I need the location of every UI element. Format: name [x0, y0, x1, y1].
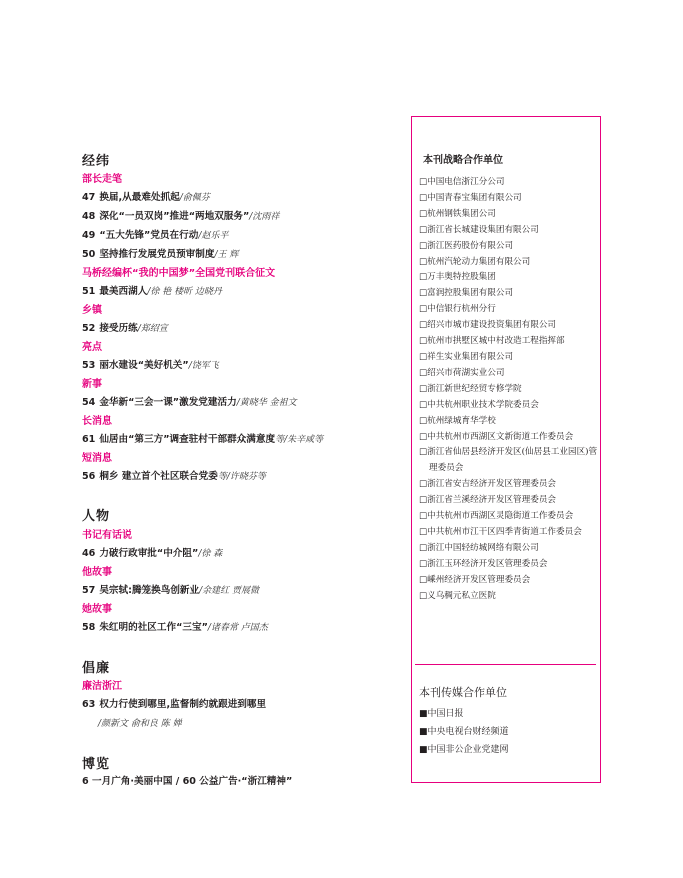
- partner-item: □浙江省长城建设集团有限公司: [419, 224, 539, 235]
- page-number: 61: [82, 434, 96, 445]
- page-number: 58: [82, 622, 96, 633]
- partner-item: □中共杭州职业技术学院委员会: [419, 399, 539, 410]
- section-title-changlian: 倡廉: [82, 661, 111, 676]
- article-entry[interactable]: [82, 619, 268, 633]
- partner-item: □中国电信浙江分公司: [419, 177, 505, 187]
- article-title: 丽水建设“美好机关”: [99, 360, 189, 371]
- article-entry[interactable]: [82, 208, 279, 222]
- article-entry[interactable]: [82, 696, 266, 710]
- partner-item: □中共杭州市西湖区灵隐街道工作委员会: [419, 511, 574, 522]
- partner-item: □中信银行杭州分行: [419, 304, 496, 315]
- partners-list: [419, 175, 599, 604]
- article-author: /徐 森: [198, 549, 223, 559]
- column-label: 廉洁浙江: [82, 681, 122, 692]
- partner-item: □祥生实业集团有限公司: [419, 351, 514, 362]
- article-title: 接受历练: [99, 323, 138, 334]
- partner-item: □浙江省安吉经济开发区管理委员会: [419, 479, 557, 490]
- page-number: 63: [82, 699, 96, 710]
- page-number: 49: [82, 230, 96, 241]
- page-number: 47: [82, 192, 96, 203]
- section-title-renwu: 人物: [82, 509, 111, 524]
- article-entry[interactable]: [82, 468, 266, 482]
- column-label: 书记有话说: [82, 530, 132, 541]
- article-entry[interactable]: [82, 357, 219, 371]
- bolan-line[interactable]: 6 一月广角·美丽中国 / 60 公益广告·“浙江精神”: [82, 776, 293, 787]
- article-title: 金华新“三会一课”激发党建活力: [99, 397, 237, 408]
- article-entry[interactable]: [82, 394, 297, 408]
- article-author: /沈雨祥: [249, 212, 280, 222]
- partner-item: □义乌稠元私立医院: [419, 590, 496, 601]
- article-author: /王 辉: [214, 250, 239, 260]
- partner-item: □中国青春宝集团有限公司: [419, 192, 522, 203]
- page-number: 46: [82, 548, 96, 559]
- page-number: 48: [82, 211, 96, 222]
- partners-title: 本刊战略合作单位: [423, 155, 503, 166]
- article-author: /饶军飞: [188, 361, 219, 371]
- partner-item: □杭州汽轮动力集团有限公司: [419, 256, 531, 267]
- page-number: 56: [82, 471, 96, 482]
- page-number: 51: [82, 286, 96, 297]
- media-title: 本刊传媒合作单位: [419, 686, 507, 699]
- partner-item: □浙江中国轻纺城网络有限公司: [419, 542, 539, 553]
- article-title: 最美西湖人: [99, 286, 148, 297]
- article-entry[interactable]: [82, 283, 222, 297]
- partner-item: □杭州市拱墅区城中村改造工程指挥部: [419, 336, 565, 347]
- article-title: 坚持推行发展党员预审制度: [99, 249, 215, 260]
- article-title: 换届,从最难处抓起: [99, 192, 180, 203]
- page-number: 52: [82, 323, 96, 334]
- column-label: 长消息: [82, 416, 112, 427]
- partner-item: □富润控股集团有限公司: [419, 288, 514, 299]
- partner-item: □浙江省兰溪经济开发区管理委员会: [419, 495, 557, 506]
- article-author: 等/许晓芬等: [217, 472, 266, 482]
- column-label: 短消息: [82, 453, 112, 464]
- divider: [415, 664, 596, 665]
- partner-item: □嵊州经济开发区管理委员会: [419, 574, 531, 585]
- media-item: ■中国非公企业党建网: [419, 745, 509, 755]
- column-label: 部长走笔: [82, 174, 122, 185]
- article-title: “五大先锋”党员在行动: [99, 230, 199, 241]
- article-author: /赵乐平: [198, 231, 229, 241]
- partner-item: □中共杭州市西湖区文新街道工作委员会: [419, 431, 574, 442]
- partner-item: □杭州钢铁集团公司: [419, 208, 496, 219]
- page-number: 50: [82, 249, 96, 260]
- partners-box: [411, 116, 601, 783]
- partner-item: □绍兴市荷湖实业公司: [419, 367, 505, 378]
- media-item: ■中国日报: [419, 709, 464, 719]
- page-number: 54: [82, 397, 96, 408]
- article-author: /诸春常 卢国杰: [207, 623, 268, 633]
- article-author: /余建红 贾展微: [199, 586, 260, 596]
- article-author: /俞佩芬: [179, 193, 210, 203]
- page-number: 57: [82, 585, 96, 596]
- article-title: 吴宗轼:腾笼换鸟创新业: [99, 585, 200, 596]
- partner-item: □杭州绿城育华学校: [419, 415, 496, 426]
- partner-item: □中共杭州市江干区四季青街道工作委员会: [419, 526, 582, 537]
- column-label: 亮点: [82, 342, 102, 353]
- column-label: 乡镇: [82, 305, 102, 316]
- article-entry[interactable]: [82, 246, 238, 260]
- media-list: [419, 705, 509, 759]
- column-label: 新事: [82, 379, 102, 390]
- partner-item: □万丰奥特控股集团: [419, 272, 496, 283]
- article-title: 权力行使到哪里,监督制约就跟进到哪里: [99, 699, 267, 710]
- column-label: 马桥经编杯“我的中国梦”全国党刊联合征文: [82, 268, 276, 279]
- article-title: 力破行政审批“中介阻”: [99, 548, 199, 559]
- article-author: /黄晓华 金祖文: [236, 398, 297, 408]
- article-title: 深化“一员双岗”推进“两地双服务”: [99, 211, 250, 222]
- article-author: 等/朱辛咸等: [275, 435, 324, 445]
- partner-item: □绍兴市城市建设投资集团有限公司: [419, 320, 557, 331]
- article-author: /郑绍宣: [137, 324, 168, 334]
- article-title: 桐乡 建立首个社区联合党委: [99, 471, 218, 482]
- article-title: 仙居由“第三方”调查驻村干部群众满意度: [99, 434, 276, 445]
- partner-item: □浙江医药股份有限公司: [419, 240, 514, 251]
- article-entry[interactable]: [82, 545, 222, 559]
- partner-item: □浙江玉环经济开发区管理委员会: [419, 558, 548, 569]
- article-entry[interactable]: [82, 582, 259, 596]
- article-author: /徐 艳 楼昕 边晓丹: [147, 287, 222, 297]
- partner-item: □浙江省仙居县经济开发区(仙居县工业园区)管理委员会: [419, 447, 598, 474]
- article-title: 朱红明的社区工作“三宝”: [99, 622, 208, 633]
- page-number: 53: [82, 360, 96, 371]
- column-label: 他故事: [82, 567, 112, 578]
- section-title-bolan: 博览: [82, 757, 111, 772]
- media-item: ■中央电视台财经频道: [419, 727, 509, 737]
- column-label: 她故事: [82, 604, 112, 615]
- article-entry[interactable]: [82, 189, 210, 203]
- article-entry[interactable]: [82, 431, 323, 445]
- partner-item: □浙江新世纪经贸专修学院: [419, 383, 522, 394]
- article-entry[interactable]: [82, 320, 168, 334]
- article-entry[interactable]: [82, 227, 228, 241]
- article-author: /颜新文 俞和良 陈 婵: [98, 719, 182, 729]
- section-title-jingwei: 经纬: [82, 154, 111, 169]
